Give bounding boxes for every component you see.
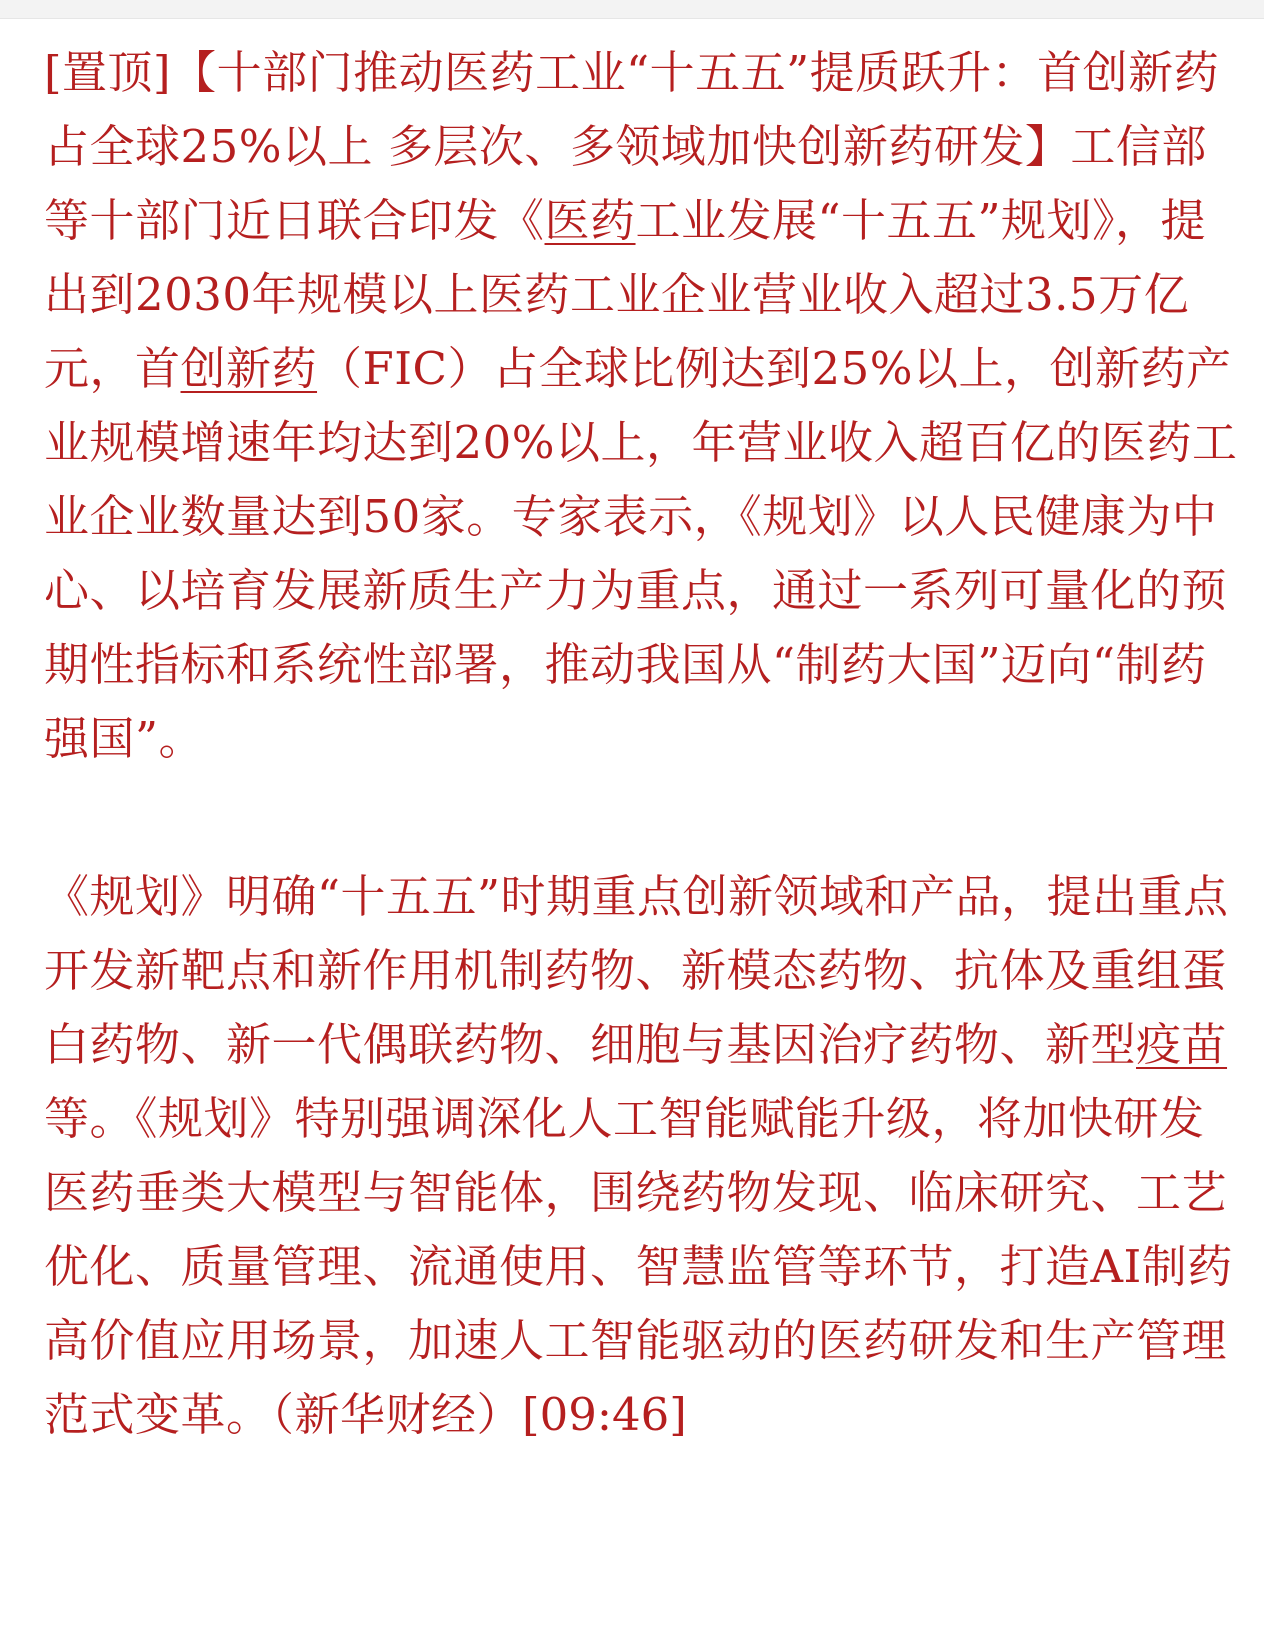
body-text: 工信部等十部门近日联合印发《	[44, 120, 1207, 247]
body-text: 等。《规划》特别强调深化人工智能赋能升级，将加快研发医药垂类大模型与智能体，围绕药物发现、临床研究、工艺优化、质量管理、流通使用、智慧监管等环节，打造AI制药高价值应用场景，加速人工智能驱动的医药研发和生产管理范式变革。（新华财经）	[44, 1092, 1233, 1441]
keyword-link-pharma[interactable]: 医药	[544, 194, 636, 247]
timestamp: [09:46]	[522, 1388, 687, 1441]
article-paragraph-1	[44, 36, 1239, 776]
news-article	[44, 36, 1239, 1452]
top-bar	[0, 0, 1264, 19]
body-text: 《规划》明确“十五五”时期重点创新领域和产品，提出重点开发新靶点和新作用机制药物、新模态药物、抗体及重组蛋白药物、新一代偶联药物、细胞与基因治疗药物、新型	[44, 870, 1229, 1071]
pin-label: [置顶]	[44, 46, 172, 99]
body-text: （FIC）占全球比例达到25%以上，创新药产业规模增速年均达到20%以上，年营业收入超百亿的医药工业企业数量达到50家。专家表示，《规划》以人民健康为中心、以培育发展新质生产力为重点，通过一系列可量化的预期性指标和系统性部署，推动我国从“制药大国”迈向“制药强国”。	[44, 342, 1238, 765]
keyword-link-vaccine[interactable]: 疫苗	[1136, 1018, 1228, 1071]
article-paragraph-2	[44, 860, 1239, 1452]
body-text: 工业发展“十五五”规划》，提出到2030年规模以上医药工业企业营业收入超过3.5万亿元，首	[44, 194, 1207, 395]
keyword-link-innovative-drug[interactable]: 创新药	[180, 342, 318, 395]
headline: 【十部门推动医药工业“十五五”提质跃升：首创新药占全球25%以上 多层次、多领域加快创新药研发】	[44, 46, 1220, 173]
